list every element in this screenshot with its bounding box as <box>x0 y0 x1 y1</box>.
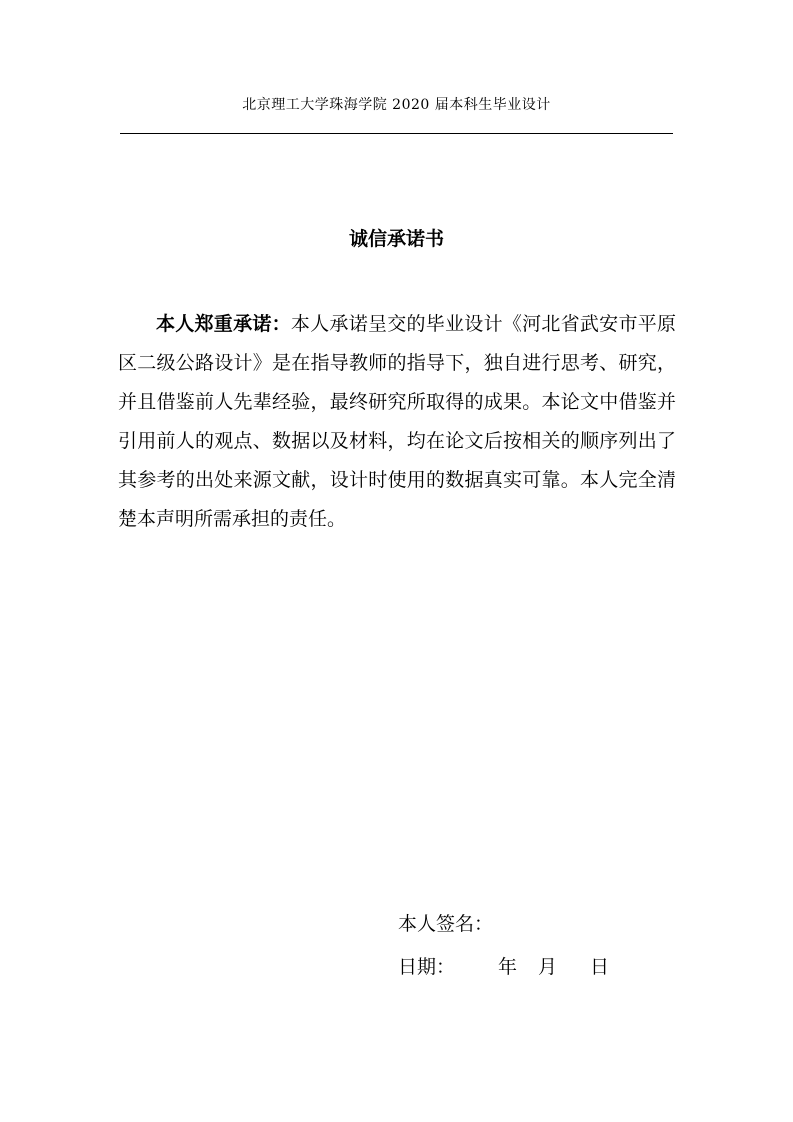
signature-label: 本人签名： <box>398 913 494 935</box>
date-day-label: 日 <box>590 956 610 978</box>
commitment-text: 本人承诺呈交的毕业设计《河北省武安市平原区二级公路设计》是在指导教师的指导下，独自进行思考、研究，并且借鉴前人先辈经验，最终研究所取得的成果。本论文中借鉴并引用前人的观点、数据以及材料，均在论文后按相关的顺序列出了其参考的出处来源文献，设计时使用的数据真实可靠。本人完全清楚本声明所需承担的责任。 <box>118 313 676 530</box>
commitment-paragraph <box>118 305 676 539</box>
date-month-label: 月 <box>538 956 558 978</box>
date-row <box>398 954 609 980</box>
page-title: 诚信承诺书 <box>348 228 444 250</box>
commitment-lead: 本人郑重承诺： <box>156 313 291 335</box>
header-divider <box>120 133 673 134</box>
page-header: 北京理工大学珠海学院 2020 届本科生毕业设计 <box>242 97 551 113</box>
date-label: 日期： <box>398 956 456 978</box>
date-year-label: 年 <box>498 956 518 978</box>
